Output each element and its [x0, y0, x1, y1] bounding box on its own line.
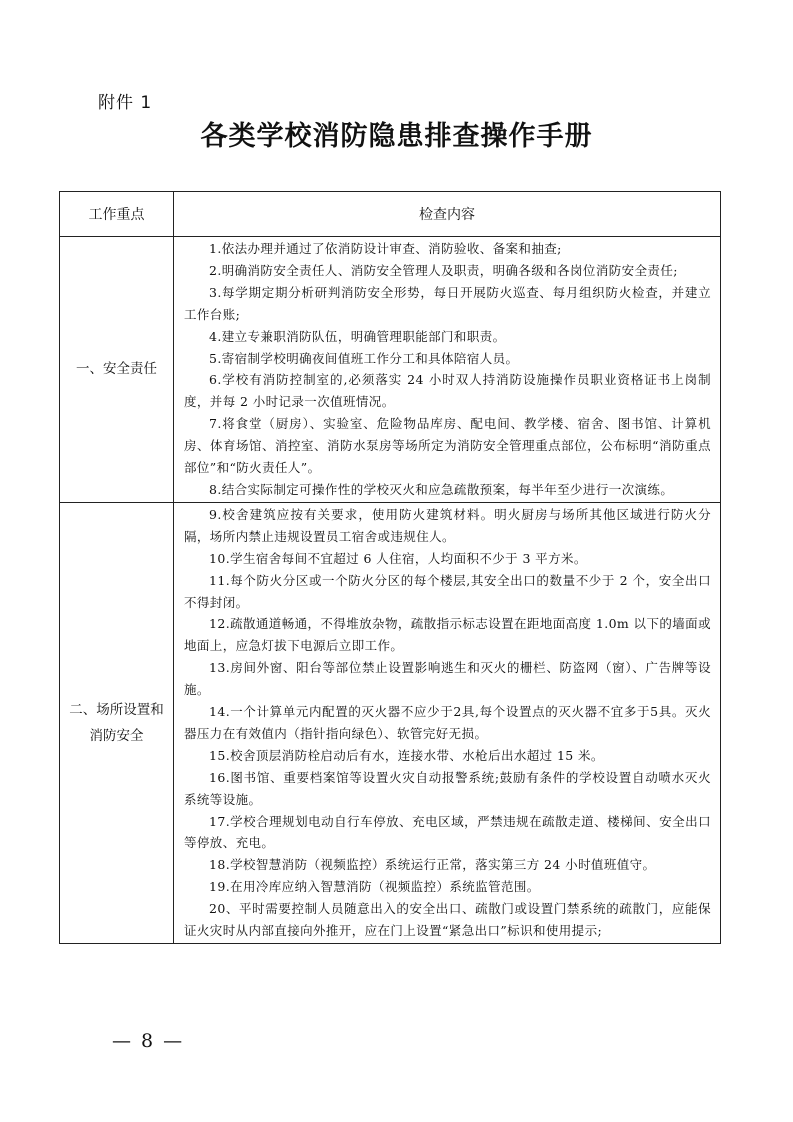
column-header-content: 检查内容	[174, 192, 721, 237]
check-item: 11.每个防火分区或一个防火分区的每个楼层,其安全出口的数量不少于 2 个，安全出口不得封闭。	[184, 572, 711, 610]
check-item: 9.校舍建筑应按有关要求，使用防火建筑材料。明火厨房与场所其他区域进行防火分隔，场所内禁止违规设置员工宿舍或违规住人。	[184, 506, 711, 544]
check-item: 14.一个计算单元内配置的灭火器不应少于2具,每个设置点的灭火器不宜多于5具。灭火器压力在有效值内（指针指向绿色）、软管完好无损。	[184, 704, 711, 741]
check-item: 5.寄宿制学校明确夜间值班工作分工和具体陪宿人员。	[209, 350, 519, 366]
document-title: 各类学校消防隐患排查操作手册	[200, 121, 593, 152]
check-item: 16.图书馆、重要档案馆等设置火灾自动报警系统;鼓励有条件的学校设置自动喷水灭火系统等设施。	[184, 769, 711, 807]
check-item: 12.疏散通道畅通，不得堆放杂物，疏散指示标志设置在距地面高度 1.0m 以下的墙面或地面上，应急灯拔下电源后立即工作。	[184, 616, 711, 654]
section-row-site-setup	[60, 502, 721, 943]
check-item: 15.校舍顶层消防栓启动后有水，连接水带、水枪后出水超过 15 米。	[209, 747, 604, 763]
check-item: 13.房间外窗、阳台等部位禁止设置影响逃生和灭火的栅栏、防盗网（窗）、广告牌等设施。	[184, 660, 711, 698]
check-item: 20、平时需要控制人员随意出入的安全出口、疏散门或设置门禁系统的疏散门，应能保证火灾时从内部直接向外推开，应在门上设置“紧急出口”标识和使用提示;	[184, 901, 711, 939]
check-item: 17.学校合理规划电动自行车停放、充电区域，严禁违规在疏散走道、楼梯间、安全出口等停放、充电。	[184, 813, 711, 851]
page-number: — 8 —	[112, 1030, 185, 1052]
check-item: 18.学校智慧消防（视频监控）系统运行正常，落实第三方 24 小时值班值守。	[209, 857, 656, 873]
category-cell: 二、场所设置和消防安全	[60, 502, 174, 943]
table-header-row	[60, 192, 721, 237]
inspection-table	[59, 191, 721, 944]
check-item: 7.将食堂（厨房）、实验室、危险物品库房、配电间、教学楼、宿舍、图书馆、计算机房、体育场馆、消控室、消防水泵房等场所定为消防安全管理重点部位，公布标明“消防重点部位”和“防火责任人”。	[184, 416, 711, 476]
check-item: 10.学生宿舍每间不宜超过 6 人住宿，人均面积不少于 3 平方米。	[209, 550, 587, 566]
attachment-label: 附件 1	[98, 93, 153, 113]
check-item: 19.在用冷库应纳入智慧消防（视频监控）系统监管范围。	[209, 879, 540, 895]
check-item: 3.每学期定期分析研判消防安全形势，每日开展防火巡查、每月组织防火检查，并建立工作台账;	[184, 284, 711, 322]
section-row-safety-responsibility	[60, 237, 721, 503]
category-cell: 一、安全责任	[60, 237, 174, 503]
check-item: 4.建立专兼职消防队伍，明确管理职能部门和职责。	[209, 328, 506, 344]
check-item: 1.依法办理并通过了依消防设计审查、消防验收、备案和抽查;	[209, 241, 562, 256]
content-cell	[174, 237, 721, 503]
column-header-focus: 工作重点	[60, 192, 174, 237]
check-item: 6.学校有消防控制室的,必须落实 24 小时双人持消防设施操作员职业资格证书上岗制度，并每 2 小时记录一次值班情况。	[184, 372, 711, 410]
check-item: 2.明确消防安全责任人、消防安全管理人及职责，明确各级和各岗位消防安全责任;	[209, 262, 678, 278]
check-item: 8.结合实际制定可操作性的学校灭火和应急疏散预案，每半年至少进行一次演练。	[209, 481, 674, 497]
content-cell	[174, 502, 721, 943]
